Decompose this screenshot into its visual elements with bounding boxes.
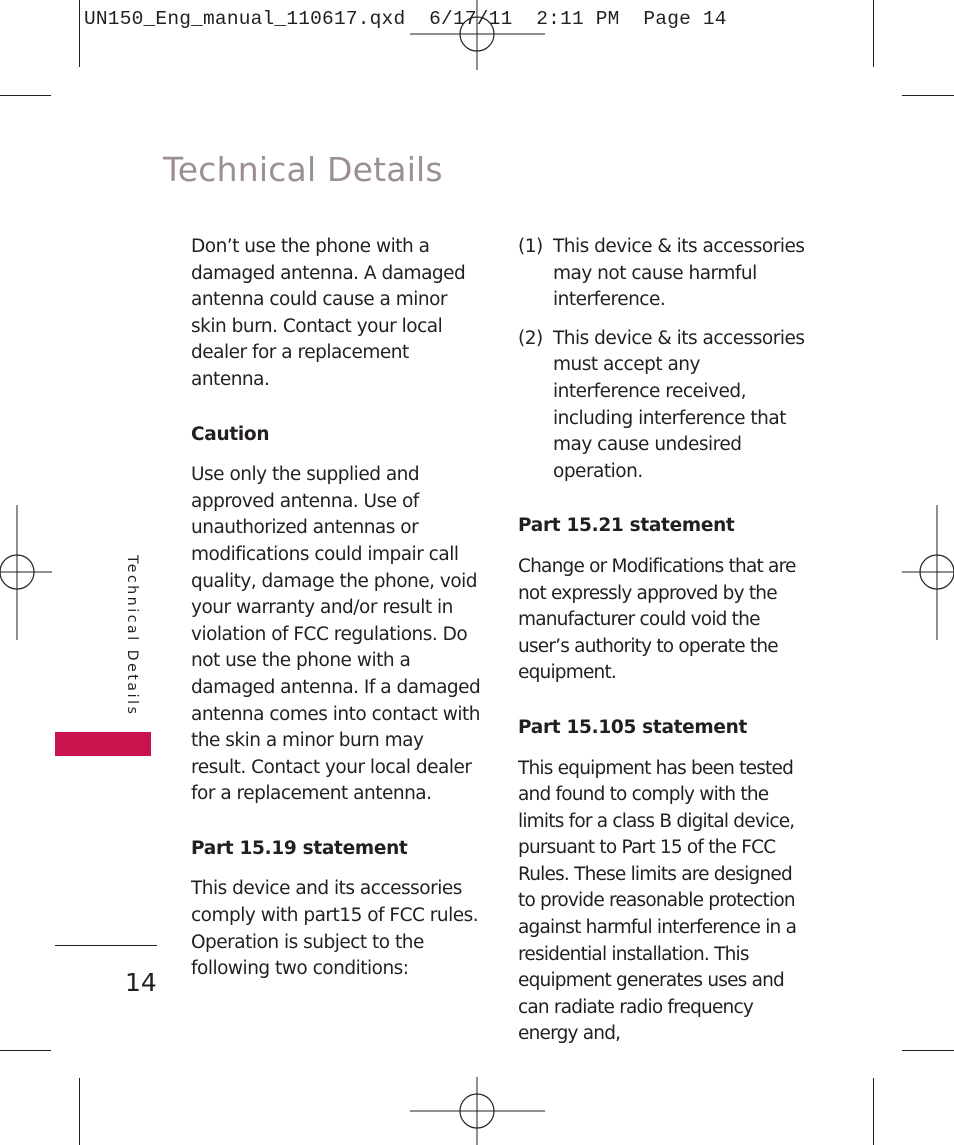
page-title: Technical Details [163, 150, 443, 189]
crop-mark [902, 1050, 954, 1051]
part-15-21-heading: Part 15.21 statement [518, 515, 735, 537]
condition-text: This device & its accessories must accept any interference received, including interference that may cause undesired operation. [553, 327, 805, 482]
crop-mark [873, 0, 874, 67]
footer-rule [55, 945, 157, 946]
registration-mark-icon [0, 505, 52, 640]
section-side-label: Technical Details [124, 555, 140, 717]
part-15-105-heading: Part 15.105 statement [518, 716, 748, 738]
condition-number: (1) [518, 236, 543, 257]
intro-paragraph: Don’t use the phone with a damaged antenna. A damaged antenna could cause a minor skin burn. Contact your local dealer for a replacement antenna. [191, 236, 466, 390]
crop-mark [79, 0, 80, 67]
part-15-19-paragraph: This device and its accessories comply with part15 of FCC rules. Operation is subject to the following two conditions: [191, 878, 479, 980]
section-tab-marker [55, 732, 151, 756]
part-15-21-paragraph: Change or Modifications that are not expressly approved by the manufacturer could void the user’s authority to operate the equipment. [518, 555, 796, 684]
crop-mark [79, 1078, 80, 1145]
left-column [191, 234, 481, 983]
condition-item [518, 234, 810, 314]
condition-number: (2) [518, 327, 543, 349]
page-number: 14 [125, 968, 157, 997]
part-15-105-paragraph: This equipment has been tested and found to comply with the limits for a class B digital device, pursuant to Part 15 of the FCC Rules. These limits are designed to provide reasonable protection against harmful interference in a residential installation. This equipment generates uses and can radiate radio frequency energy and, [518, 757, 797, 1045]
condition-text: This device & its accessories may not cause harmful interference. [553, 236, 805, 311]
caution-paragraph: Use only the supplied and approved antenna. Use of unauthorized antennas or modifications could impair call quality, damage the phone, void your warranty and/or result in violation of FCC regulations. Do not use the phone with a damaged antenna. If a damaged antenna comes into contact with the skin a minor burn may result. Contact your local dealer for a replacement antenna. [191, 464, 481, 805]
right-column [518, 234, 810, 1048]
crop-mark [902, 95, 954, 96]
crop-mark [0, 95, 51, 96]
caution-heading: Caution [191, 423, 270, 445]
crop-mark [873, 1078, 874, 1145]
registration-mark-icon [410, 1077, 545, 1145]
condition-item [518, 326, 810, 486]
registration-mark-icon [902, 505, 954, 640]
file-slug: UN150_Eng_manual_110617.qxd 6/17/11 2:11 PM Page 14 [84, 8, 727, 30]
crop-mark [0, 1050, 51, 1051]
part-15-19-heading: Part 15.19 statement [191, 837, 408, 859]
